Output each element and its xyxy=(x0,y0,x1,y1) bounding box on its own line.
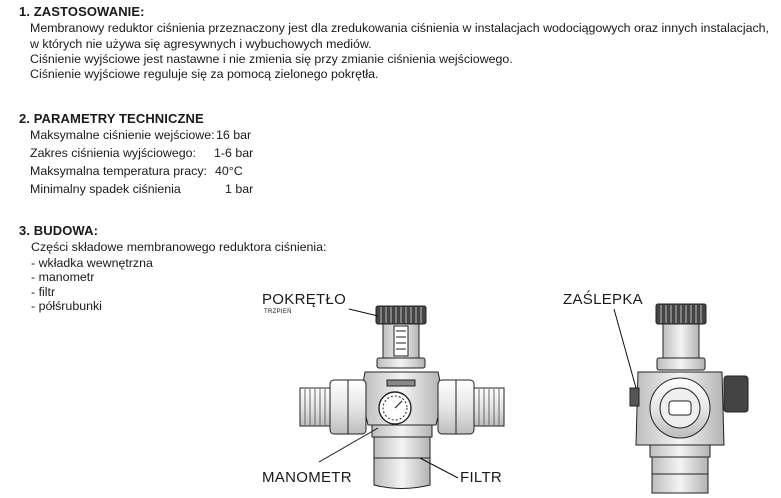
component-item: - półśrubunki xyxy=(31,299,102,313)
param-label: Maksymalne ciśnienie wejściowe: xyxy=(30,128,215,142)
section-1-line: Ciśnienie wyjściowe reguluje się za pomocą zielonego pokrętła. xyxy=(30,67,379,81)
section-1-line: Membranowy reduktor ciśnienia przeznaczony jest dla zredukowania ciśnienia w instalacjach wodociągowych oraz innych instalacjach, xyxy=(30,21,769,35)
param-value: 1-6 bar xyxy=(214,146,254,160)
label-pokretlo: POKRĘTŁO xyxy=(262,291,347,308)
label-trzpien: TRZPIEŃ xyxy=(264,309,292,315)
param-value: 40°C xyxy=(215,164,243,178)
valve-front-view xyxy=(300,306,504,489)
label-filtr: FILTR xyxy=(460,469,503,486)
param-value: 1 bar xyxy=(225,182,254,196)
param-label: Zakres ciśnienia wyjściowego: xyxy=(30,146,196,160)
label-manometr: MANOMETR xyxy=(262,469,352,486)
knob-side-icon xyxy=(656,304,706,324)
section-2-heading: 2. PARAMETRY TECHNICZNE xyxy=(19,111,204,126)
label-zaslepka: ZAŚLEPKA xyxy=(563,291,643,308)
param-label: Minimalny spadek ciśnienia xyxy=(30,182,181,196)
valve-side-view xyxy=(614,304,748,493)
param-value: 16 bar xyxy=(216,128,252,142)
section-1-line: Ciśnienie wyjściowe jest nastawne i nie zmienia się przy zmianie ciśnienia wejściowego. xyxy=(30,52,513,66)
param-label: Maksymalna temperatura pracy: xyxy=(30,164,207,178)
component-item: - wkładka wewnętrzna xyxy=(31,256,153,270)
section-1-heading: 1. ZASTOSOWANIE: xyxy=(19,4,145,19)
section-3-intro: Części składowe membranowego reduktora ciśnienia: xyxy=(31,240,327,254)
section-3-heading: 3. BUDOWA: xyxy=(19,223,98,238)
knob-icon xyxy=(376,306,426,324)
component-item: - filtr xyxy=(31,285,56,299)
section-1-line: w których nie używa się agresywnych i wybuchowych mediów. xyxy=(30,37,372,51)
component-item: - manometr xyxy=(31,270,95,284)
